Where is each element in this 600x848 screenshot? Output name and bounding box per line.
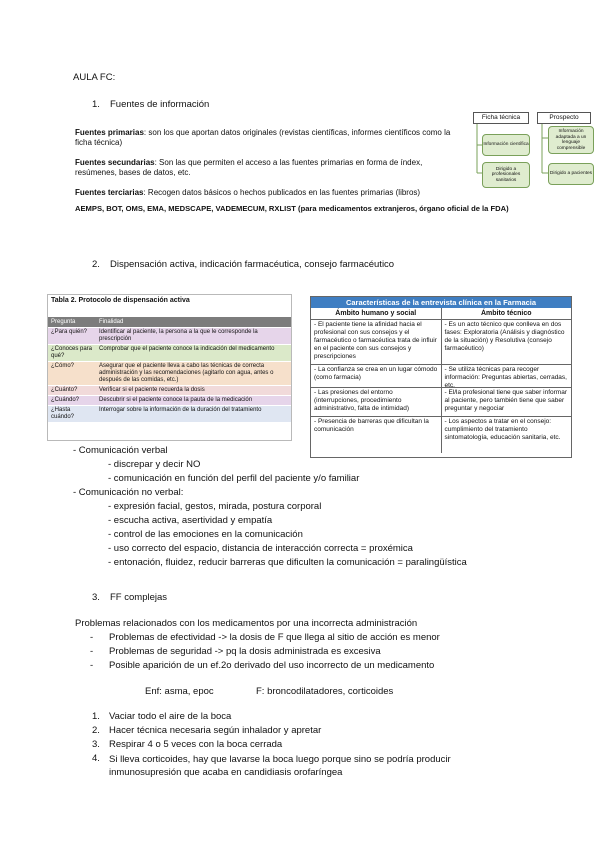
cell-tecnico: - Los aspectos a tratar en el consejo: cumplimiento del tratamiento sintomatología, educación sanitaria, etc. [444, 418, 561, 441]
tabla-dispensacion-activa [47, 294, 292, 441]
step-number: 1. [92, 711, 100, 722]
row-question: ¿Cuándo? [51, 397, 80, 403]
problema-item: Problemas de seguridad -> pq la dosis administrada es excesiva [109, 646, 381, 657]
no-verbal-item: - entonación, fluidez, reducir barreras que dificulten la comunicación = paralingüística [108, 557, 467, 568]
step-number: 2. [92, 725, 100, 736]
cell-humano: - Presencia de barreras que dificultan la comunicación [311, 417, 442, 453]
table-row [48, 385, 291, 395]
node-lenguaje-comprensible: Información adaptada a un lenguaje comprensible [548, 126, 594, 154]
enfermedades: Enf: asma, epoc [145, 686, 214, 697]
cell-tecnico: - Es un acto técnico que conlleva en dos fases: Exploratoria (Análisis y diagnóstico de la situación) y Resolutiva (consejo farmacéutico) [444, 321, 565, 352]
problema-bullet: - [90, 660, 94, 671]
table-row [311, 388, 571, 417]
table-row [48, 327, 291, 344]
section-1-number: 1. [92, 99, 100, 110]
row-question: ¿Para quién? [51, 329, 88, 335]
section-2-number: 2. [92, 259, 100, 270]
table-row [48, 405, 291, 422]
fuentes-primarias: Fuentes primarias: son los que aportan datos originales (revistas científicas, informes científicos como la ficha técnica) [75, 128, 451, 147]
step-text: Si lleva corticoides, hay que lavarse la boca luego porque sino se podría producir inmunosupresión que acaba en candidiasis orofaríngea [109, 754, 451, 778]
node-profesionales: Dirigido a profesionales sanitarios [482, 162, 530, 188]
problema-bullet: - [90, 632, 94, 643]
problema-bullet: - [90, 646, 94, 657]
section-heading: AULA FC: [73, 72, 116, 83]
problemas-title: Problemas relacionados con los medicamentos por una incorrecta administración [75, 618, 418, 629]
comunicacion-verbal: - Comunicación verbal [73, 445, 168, 456]
cell-humano: - Las presiones del entorno (interrupciones, procedimiento administrativo, falta de intimidad) [311, 388, 442, 416]
row-purpose: Comprobar que el paciente conoce la indicación del medicamento [99, 346, 275, 352]
table-row [311, 417, 571, 453]
table-header [48, 317, 291, 327]
problema-item: Posible aparición de un ef.2o derivado del uso incorrecto de un medicamento [109, 660, 435, 671]
fuentes-list: AEMPS, BOT, OMS, EMA, MEDSCAPE, VADEMECUM, RXLIST (para medicamentos extranjeros, órgano oficial de la FDA) [75, 204, 509, 213]
fuentes-terciarias: Fuentes terciarias: Recogen datos básicos o hechos publicados en las fuentes primarias (libros) [75, 188, 421, 197]
table-row [311, 365, 571, 388]
tabla-entrevista-clinica [310, 296, 572, 458]
fuentes-secundarias: Fuentes secundarias: Son las que permiten el acceso a las fuentes primarias en forma de índex, resúmenes, bases de datos, etc. [75, 158, 423, 177]
table-header [311, 308, 571, 320]
row-question: ¿Conoces para qué? [51, 346, 93, 359]
row-purpose: Asegurar que el paciente lleva a cabo las técnicas de correcta administración y las recomendaciones (agitarlo con agua, antes o después de las comidas, etc.) [99, 363, 274, 383]
step-text: Respirar 4 o 5 veces con la boca cerrada [109, 739, 283, 750]
problema-item: Problemas de efectividad -> la dosis de F que llega al sitio de acción es menor [109, 632, 440, 643]
row-question: ¿Hasta cuándo? [51, 407, 75, 420]
step-number: 3. [92, 739, 100, 750]
verbal-item: - discrepar y decir NO [108, 459, 201, 470]
section-3-title: FF complejas [110, 592, 168, 603]
step-text: Vaciar todo el aire de la boca [109, 711, 232, 722]
section-1-title: Fuentes de información [110, 99, 210, 110]
ficha-tecnica-box: Ficha técnica [473, 112, 529, 124]
row-purpose: Verificar si el paciente recuerda la dosis [99, 387, 205, 393]
no-verbal-item: - expresión facial, gestos, mirada, postura corporal [108, 501, 322, 512]
step-number: 4. [92, 753, 100, 764]
header-tecnico: Ámbito técnico [480, 310, 532, 317]
step-text: Hacer técnica necesaria según inhalador y apretar [109, 725, 322, 736]
table-row [311, 320, 571, 365]
section-2-title: Dispensación activa, indicación farmacéutica, consejo farmacéutico [110, 259, 395, 270]
table-body [48, 327, 291, 422]
comunicacion-no-verbal: - Comunicación no verbal: [73, 487, 184, 498]
prospecto-box: Prospecto [537, 112, 591, 124]
row-purpose: Interrogar sobre la información de la duración del tratamiento [99, 407, 262, 413]
row-question: ¿Cómo? [51, 363, 75, 369]
no-verbal-item: - uso correcto del espacio, distancia de interacción correcta = proxémica [108, 543, 413, 554]
farmacos: F: broncodilatadores, corticoides [256, 686, 394, 697]
cell-tecnico: - El/la profesional tiene que saber informar al paciente, pero también tiene que saber preguntar y negociar [444, 389, 567, 412]
cell-humano: - La confianza se crea en un lugar cómodo (como farmacia) [311, 365, 442, 387]
section-3-number: 3. [92, 592, 100, 603]
cell-humano: - El paciente tiene la afinidad hacia el profesional con sus consejos y el farmacéutico o farmacéutica trata de influir en el paciente con sus consejos y prescripciones [311, 320, 442, 364]
header-pregunta: Pregunta [51, 319, 76, 325]
verbal-item: - comunicación en función del perfil del paciente y/o familiar [108, 473, 360, 484]
no-verbal-item: - control de las emociones en la comunicación [108, 529, 303, 540]
header-humano: Ámbito humano y social [311, 308, 442, 319]
node-informacion-cientifica: Información científica [482, 134, 530, 156]
no-verbal-item: - escucha activa, asertividad y empatía [108, 515, 273, 526]
table-row [48, 395, 291, 405]
table-caption: Tabla 2. Protocolo de dispensación activa [51, 297, 190, 304]
row-purpose: Descubrir si el paciente conoce la pauta de la medicación [99, 397, 253, 403]
table-title: Características de la entrevista clínica en la Farmacia [311, 297, 571, 308]
row-question: ¿Cuánto? [51, 387, 78, 393]
table-row [48, 361, 291, 385]
node-pacientes: Dirigido a pacientes [548, 163, 594, 185]
row-purpose: Identificar al paciente, la persona a la que le corresponde la prescripción [99, 329, 258, 342]
cell-tecnico: - Se utiliza técnicas para recoger información: Preguntas abiertas, cerradas, etc. [444, 366, 567, 389]
table-row [48, 344, 291, 361]
header-finalidad: Finalidad [99, 319, 124, 325]
